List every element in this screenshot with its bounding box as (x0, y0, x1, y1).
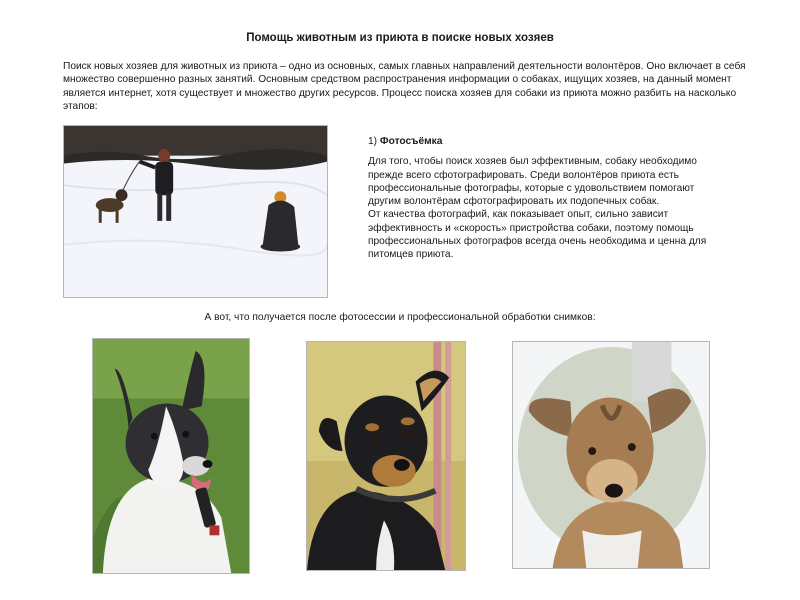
step-title: Фотосъёмка (379, 136, 443, 147)
page-title: Помощь животным из приюта в поиске новых хозяев (246, 32, 554, 44)
step-heading (368, 135, 728, 148)
snow-photoshoot-photo (63, 125, 328, 298)
photos-caption: А вот, что получается после фотосессии и профессиональной обработки снимков: (204, 312, 596, 323)
step-section (368, 135, 728, 262)
dog-portrait-1 (92, 338, 250, 574)
step-paragraph-1: Для того, чтобы поиск хозяев был эффективным, собаку необходимо прежде всего сфотографировать. Среди волонтёров приюта есть профессиональные фотографы, которые с удовольствием помогают другим волонтёрам сфотографировать их подопечных собак. (368, 156, 697, 208)
dog-portrait-2 (306, 341, 466, 571)
step-paragraph-2: От качества фотографий, как показывает опыт, сильно зависит эффективность и «скорость» пристройства собаки, поэтому помощь профессиональных фотографов всегда очень необходима и ценна для питомцев приюта. (368, 209, 707, 261)
step-number: 1) (368, 136, 378, 147)
dog-portrait-3 (512, 341, 710, 569)
intro-paragraph: Поиск новых хозяев для животных из приюта – одно из основных, самых главных направлений деятельности волонтёров. Оно включает в себя множество совершенно разных занятий. Основным средством распространения информации о собаках, ищущих хозяев, на данный момент является интернет, хотя существует и множество других ресурсов. Процесс поиска хозяев для собаки из приюта можно разбить на насколько этапов: (63, 61, 746, 112)
